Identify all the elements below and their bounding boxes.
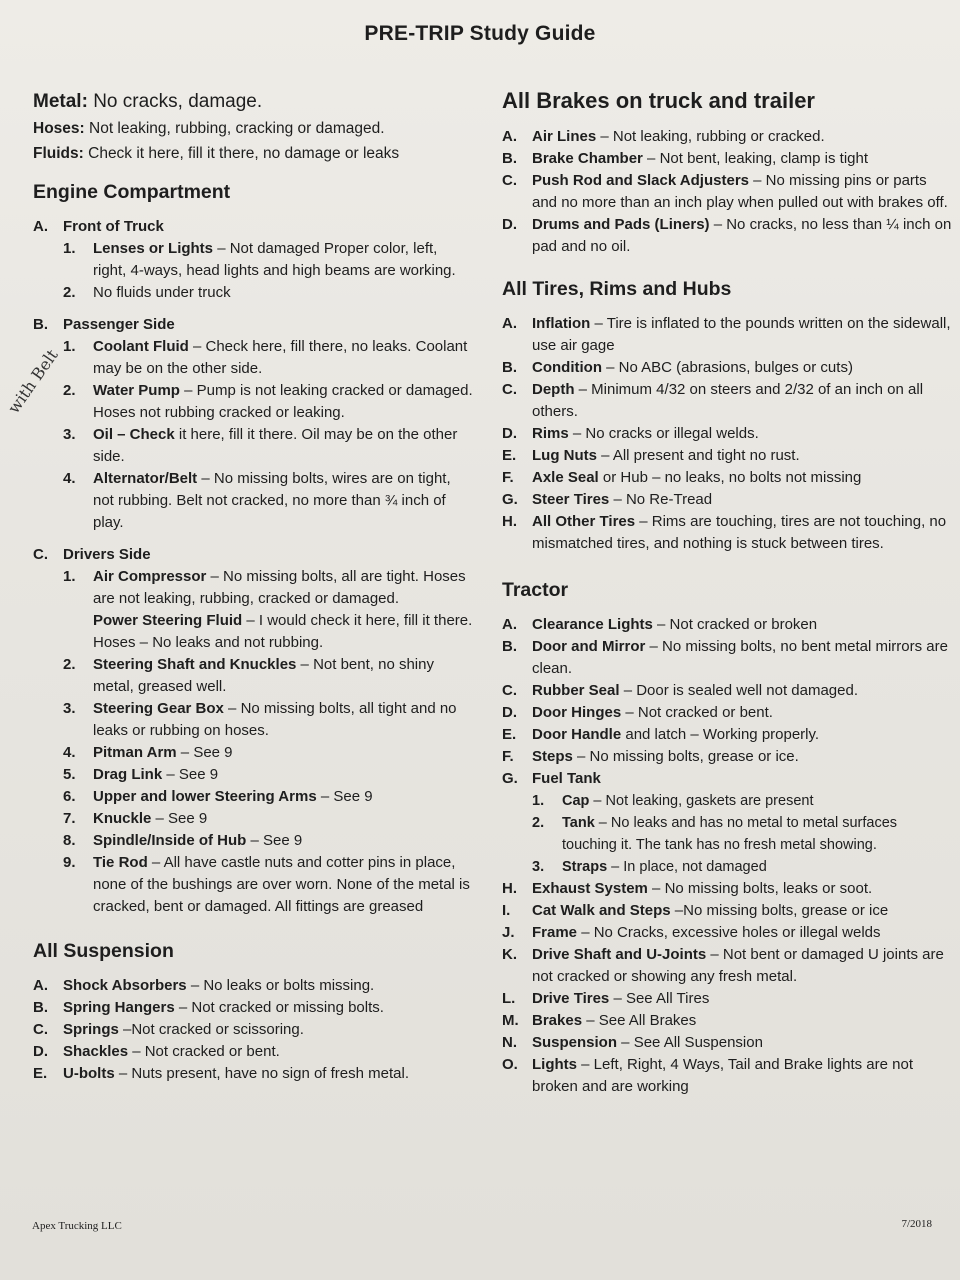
list-item <box>63 698 473 742</box>
item-key: Air Compressor <box>93 568 207 585</box>
item-key: Tank <box>562 815 595 831</box>
list-item <box>502 724 952 746</box>
list-item <box>502 878 952 900</box>
footer-date: 7/2018 <box>901 1218 932 1230</box>
item-marker: 2. <box>63 284 76 301</box>
intro-metal: Metal: No cracks, damage. <box>33 91 263 112</box>
item-key: Exhaust System <box>532 880 648 897</box>
right-column <box>502 88 952 1098</box>
item-value: – Not bent, leaking, clamp is tight <box>642 150 869 167</box>
item-text <box>532 170 952 214</box>
item-key: Door Handle <box>532 726 622 743</box>
brakes-heading: All Brakes on truck and trailer <box>502 88 815 113</box>
item-text <box>532 148 952 170</box>
item-marker: F. <box>502 469 514 486</box>
item-value: – Pump is not leaking cracked or damaged. Hoses not rubbing cracked or leaking. <box>93 382 473 421</box>
item-key: Steering Gear Box <box>93 700 224 717</box>
item-value: or Hub – no leaks, no bolts not missing <box>598 469 862 486</box>
list-item <box>33 1019 473 1041</box>
item-value: – Not bent or damaged U joints are not cracked or showing any fresh metal. <box>532 946 944 985</box>
item-key: Spring Hangers <box>63 999 175 1016</box>
item-value: –Not cracked or scissoring. <box>118 1021 304 1038</box>
item-key: Shock Absorbers <box>63 977 187 994</box>
item-marker: G. <box>502 491 518 508</box>
item-marker: N. <box>502 1034 517 1051</box>
item-text <box>562 856 952 878</box>
item-value: – Minimum 4/32 on steers and 2/32 of an inch on all others. <box>532 381 924 420</box>
item-marker: I. <box>502 902 511 919</box>
item-text <box>532 922 952 944</box>
item-text <box>532 467 952 489</box>
list-item <box>63 468 473 534</box>
item-key: Coolant Fluid <box>93 338 189 355</box>
item-marker: A. <box>502 128 517 145</box>
item-text <box>532 900 952 922</box>
item-value: – No missing bolts, no bent metal mirrors are clean. <box>532 638 948 677</box>
list-item <box>502 944 952 988</box>
list-brakes <box>502 126 952 258</box>
item-text <box>532 636 952 680</box>
item-key: Steer Tires <box>532 491 610 508</box>
intro-block <box>33 88 473 166</box>
item-text <box>532 746 952 768</box>
item-marker: E. <box>502 726 517 743</box>
list-item <box>502 768 952 790</box>
item-value: – Not damaged Proper color, left, right, 4-ways, head lights and high beams are working. <box>93 240 456 279</box>
item-marker: D. <box>502 425 517 442</box>
item-key: Pitman Arm <box>93 744 177 761</box>
list-item <box>502 614 952 636</box>
list-item <box>502 1032 952 1054</box>
item-value: – Not leaking, gaskets are present <box>589 793 814 809</box>
item-text <box>532 1032 952 1054</box>
item-text <box>532 944 952 988</box>
list-item <box>502 170 952 214</box>
list-item <box>502 1054 952 1098</box>
item-value: it here, fill it there. Oil may be on the other side. <box>93 426 458 465</box>
suspension-heading: All Suspension <box>33 940 174 962</box>
item-value: – No ABC (abrasions, bulges or cuts) <box>601 359 853 376</box>
item-key: Clearance Lights <box>532 616 653 633</box>
item-value: – No Cracks, excessive holes or illegal welds <box>577 924 881 941</box>
item-value: – No cracks or illegal welds. <box>568 425 759 442</box>
item-marker: 4. <box>63 470 76 487</box>
tractor-heading: Tractor <box>502 579 569 601</box>
left-column <box>33 88 473 1085</box>
item-text <box>532 379 952 423</box>
list-item <box>502 148 952 170</box>
item-value: – See 9 <box>162 766 219 783</box>
item-marker: B. <box>502 638 517 655</box>
item-value: – Check here, fill there, no leaks. Coolant may be on the other side. <box>93 338 468 377</box>
item-value: – In place, not damaged <box>607 859 767 875</box>
list-item <box>63 852 473 918</box>
page-title: PRE-TRIP Study Guide <box>364 22 596 45</box>
list-suspension <box>33 975 473 1085</box>
intro-hoses: Hoses: Not leaking, rubbing, cracking or damaged. <box>33 120 385 137</box>
item-text <box>532 702 952 724</box>
item-key: Drag Link <box>93 766 163 783</box>
item-marker: D. <box>502 216 517 233</box>
list-item <box>502 746 952 768</box>
engine-heading: Engine Compartment <box>33 181 231 203</box>
item-marker: 4. <box>63 744 76 761</box>
item-text <box>532 357 952 379</box>
item-key: Cat Walk and Steps <box>532 902 671 919</box>
item-value: – No missing bolts, wires are on tight, not rubbing. Belt not cracked, no more than ¾ inch of play. <box>93 470 451 531</box>
item-text <box>93 380 473 424</box>
list-tractor <box>502 614 952 790</box>
item-value: – No leaks or bolts missing. <box>186 977 375 994</box>
list-item <box>502 126 952 148</box>
list-item <box>502 1010 952 1032</box>
list-item <box>33 1063 473 1085</box>
item-value: – Not cracked or bent. <box>128 1043 280 1060</box>
item-marker: 1. <box>532 793 545 809</box>
list-item <box>63 786 473 808</box>
item-value: – No cracks, no less than ¼ inch on pad and no oil. <box>532 216 952 255</box>
list-item <box>63 654 473 698</box>
list-item <box>502 445 952 467</box>
list-item <box>63 282 473 304</box>
list-item <box>63 830 473 852</box>
item-value: –No missing bolts, grease or ice <box>670 902 889 919</box>
item-value: – See 9 <box>176 744 233 761</box>
item-text <box>532 988 952 1010</box>
item-marker: 7. <box>63 810 76 827</box>
item-text <box>93 424 473 468</box>
item-key: Lug Nuts <box>532 447 597 464</box>
item-key: Lights <box>532 1056 577 1073</box>
item-text <box>532 724 952 746</box>
item-value: – See All Brakes <box>582 1012 697 1029</box>
item-text <box>93 764 473 786</box>
item-value: No fluids under truck <box>93 284 231 301</box>
list-item <box>502 423 952 445</box>
list-item <box>63 238 473 282</box>
item-key: Upper and lower Steering Arms <box>93 788 317 805</box>
item-marker: E. <box>33 1065 48 1082</box>
item-value: – Door is sealed well not damaged. <box>619 682 859 699</box>
item-key: Push Rod and Slack Adjusters <box>532 172 749 189</box>
list-item <box>532 812 952 856</box>
item-key: Air Lines <box>532 128 597 145</box>
item-value: – See All Suspension <box>617 1034 763 1051</box>
item-marker: C. <box>502 381 517 398</box>
item-marker: 2. <box>63 382 76 399</box>
item-marker: 1. <box>63 568 76 585</box>
list-item <box>532 856 952 878</box>
item-key: Steps <box>532 748 573 765</box>
item-value: – No missing bolts, grease or ice. <box>572 748 799 765</box>
item-marker: A. <box>502 315 517 332</box>
item-marker <box>63 610 93 654</box>
item-value: – All have castle nuts and cotter pins in place, none of the bushings are over worn. None of the metal is cracked, bent or damaged. All fittings are greased <box>93 854 470 915</box>
item-text <box>93 830 473 852</box>
item-text <box>562 790 952 812</box>
item-key: Straps <box>562 859 608 875</box>
tires-heading: All Tires, Rims and Hubs <box>502 278 732 300</box>
section-c-title: C. Drivers Side <box>33 546 151 563</box>
item-key: Rubber Seal <box>532 682 620 699</box>
item-key: U-bolts <box>63 1065 115 1082</box>
list-item <box>33 975 473 997</box>
item-value: – No missing bolts, leaks or soot. <box>647 880 873 897</box>
item-text <box>532 423 952 445</box>
item-text <box>532 1010 952 1032</box>
list-item <box>63 742 473 764</box>
list-tractor-2 <box>502 878 952 1098</box>
item-text <box>532 614 952 636</box>
list-item <box>502 702 952 724</box>
list-item <box>502 379 952 423</box>
item-marker: C. <box>33 1021 48 1038</box>
list-fuel-tank <box>532 790 952 878</box>
item-text <box>532 126 952 148</box>
item-value: – No missing bolts, all are tight. Hoses are not leaking, rubbing, cracked or damaged. <box>93 568 466 607</box>
item-value: – No leaks and has no metal to metal surfaces touching it. The tank has no fresh metal showing. <box>562 815 898 853</box>
item-key: Springs <box>63 1021 119 1038</box>
item-marker: L. <box>502 990 516 1007</box>
item-text <box>93 336 473 380</box>
item-value: – See 9 <box>151 810 208 827</box>
item-key: Brake Chamber <box>532 150 643 167</box>
list-item <box>532 790 952 812</box>
list-item <box>502 988 952 1010</box>
item-text <box>532 313 952 357</box>
list-item <box>502 357 952 379</box>
item-key: All Other Tires <box>532 513 636 530</box>
item-key: Frame <box>532 924 578 941</box>
item-key: Drive Shaft and U-Joints <box>532 946 707 963</box>
item-marker: O. <box>502 1056 518 1073</box>
list-item <box>502 214 952 258</box>
item-key: Brakes <box>532 1012 583 1029</box>
item-key: Alternator/Belt <box>93 470 198 487</box>
item-text <box>63 997 473 1019</box>
item-key: Power Steering Fluid <box>93 612 243 629</box>
item-value: – Left, Right, 4 Ways, Tail and Brake lights are not broken and are working <box>532 1056 914 1095</box>
item-marker: H. <box>502 880 517 897</box>
item-text <box>93 282 473 304</box>
list-front-of-truck <box>63 238 473 304</box>
item-key: Tie Rod <box>93 854 148 871</box>
item-text <box>93 808 473 830</box>
item-text <box>93 852 473 918</box>
item-value: – See 9 <box>246 832 303 849</box>
item-value: – Not bent, no shiny metal, greased well. <box>93 656 434 695</box>
item-key: Lenses or Lights <box>93 240 214 257</box>
list-passenger-side <box>63 336 473 534</box>
item-key: Knuckle <box>93 810 152 827</box>
footer-company: Apex Trucking LLC <box>32 1220 122 1232</box>
item-marker: 9. <box>63 854 76 871</box>
list-item <box>33 997 473 1019</box>
item-key: Door Hinges <box>532 704 622 721</box>
item-marker: C. <box>502 172 517 189</box>
item-value: – Not cracked or bent. <box>621 704 773 721</box>
item-marker: A. <box>33 977 48 994</box>
item-marker: G. <box>502 770 518 787</box>
item-key: Condition <box>532 359 602 376</box>
item-text <box>532 1054 952 1098</box>
item-marker: 3. <box>63 426 76 443</box>
item-value: – No Re-Tread <box>609 491 713 508</box>
item-text <box>93 786 473 808</box>
item-value: – Not cracked or missing bolts. <box>174 999 384 1016</box>
item-text <box>93 698 473 742</box>
item-text <box>63 1041 473 1063</box>
item-marker: 5. <box>63 766 76 783</box>
intro-fluids: Fluids: Check it here, fill it there, no damage or leaks <box>33 145 400 162</box>
list-item <box>63 424 473 468</box>
list-item <box>502 900 952 922</box>
item-text <box>532 445 952 467</box>
item-marker: 2. <box>63 656 76 673</box>
item-key: Drive Tires <box>532 990 610 1007</box>
item-marker: 8. <box>63 832 76 849</box>
item-value: – No missing pins or parts and no more than an inch play when pulled out with brakes off. <box>532 172 948 211</box>
item-marker: M. <box>502 1012 519 1029</box>
item-key: Shackles <box>63 1043 129 1060</box>
item-text <box>63 1063 473 1085</box>
item-marker: B. <box>502 150 517 167</box>
item-text <box>93 610 473 654</box>
item-key: Inflation <box>532 315 591 332</box>
list-item <box>502 467 952 489</box>
item-value: – Nuts present, have no sign of fresh metal. <box>114 1065 409 1082</box>
list-item <box>502 313 952 357</box>
item-marker: D. <box>33 1043 48 1060</box>
item-marker: 3. <box>63 700 76 717</box>
item-marker: B. <box>33 999 48 1016</box>
item-marker: 1. <box>63 240 76 257</box>
item-text <box>93 654 473 698</box>
item-value: – Not leaking, rubbing or cracked. <box>596 128 825 145</box>
item-value: – See 9 <box>316 788 373 805</box>
list-tires <box>502 313 952 555</box>
list-item <box>502 636 952 680</box>
item-marker: 6. <box>63 788 76 805</box>
item-key: Fuel Tank <box>532 770 601 787</box>
list-item <box>63 566 473 610</box>
item-marker: B. <box>502 359 517 376</box>
list-item <box>63 764 473 786</box>
list-item <box>502 511 952 555</box>
item-value: – Rims are touching, tires are not touching, no mismatched tires, and nothing is stuck between tires. <box>532 513 947 552</box>
item-key: Suspension <box>532 1034 618 1051</box>
item-text <box>93 742 473 764</box>
item-marker: J. <box>502 924 515 941</box>
item-text <box>93 238 473 282</box>
list-item <box>63 336 473 380</box>
list-item <box>63 610 473 654</box>
item-key: Rims <box>532 425 569 442</box>
item-text <box>562 812 952 856</box>
item-value: – I would check it here, fill it there. Hoses – No leaks and not rubbing. <box>93 612 473 651</box>
item-value: – Not cracked or broken <box>652 616 818 633</box>
list-item <box>63 808 473 830</box>
list-item <box>502 922 952 944</box>
item-text <box>532 511 952 555</box>
item-marker: K. <box>502 946 517 963</box>
item-text <box>532 768 952 790</box>
item-key: Cap <box>562 793 590 809</box>
item-marker: A. <box>502 616 517 633</box>
list-item <box>63 380 473 424</box>
item-key: Door and Mirror <box>532 638 646 655</box>
item-value: and latch – Working properly. <box>621 726 820 743</box>
item-value: – No missing bolts, all tight and no leaks or rubbing on hoses. <box>93 700 457 739</box>
list-item <box>502 489 952 511</box>
item-key: Axle Seal <box>532 469 599 486</box>
item-marker: 1. <box>63 338 76 355</box>
item-key: Steering Shaft and Knuckles <box>93 656 297 673</box>
item-text <box>63 1019 473 1041</box>
handwritten-note: with Belt <box>4 345 62 417</box>
item-marker: F. <box>502 748 514 765</box>
item-key: Water Pump <box>93 382 180 399</box>
item-marker: 2. <box>532 815 545 831</box>
item-marker: 3. <box>532 859 545 875</box>
item-text <box>63 975 473 997</box>
item-marker: H. <box>502 513 517 530</box>
item-text <box>532 680 952 702</box>
item-text <box>93 566 473 610</box>
item-text <box>93 468 473 534</box>
section-b-title: B. Passenger Side <box>33 316 175 333</box>
item-key: Spindle/Inside of Hub <box>93 832 247 849</box>
item-value: – See All Tires <box>609 990 710 1007</box>
section-a-title: A. Front of Truck <box>33 218 164 235</box>
item-value: – All present and tight no rust. <box>597 447 800 464</box>
item-value: – Tire is inflated to the pounds written on the sidewall, use air gage <box>532 315 951 354</box>
list-item <box>33 1041 473 1063</box>
item-key: Oil – Check <box>93 426 175 443</box>
item-text <box>532 878 952 900</box>
item-marker: E. <box>502 447 517 464</box>
list-drivers-side <box>63 566 473 918</box>
list-item <box>502 680 952 702</box>
item-text <box>532 489 952 511</box>
item-text <box>532 214 952 258</box>
item-key: Drums and Pads (Liners) <box>532 216 710 233</box>
item-key: Depth <box>532 381 575 398</box>
item-marker: C. <box>502 682 517 699</box>
item-marker: D. <box>502 704 517 721</box>
